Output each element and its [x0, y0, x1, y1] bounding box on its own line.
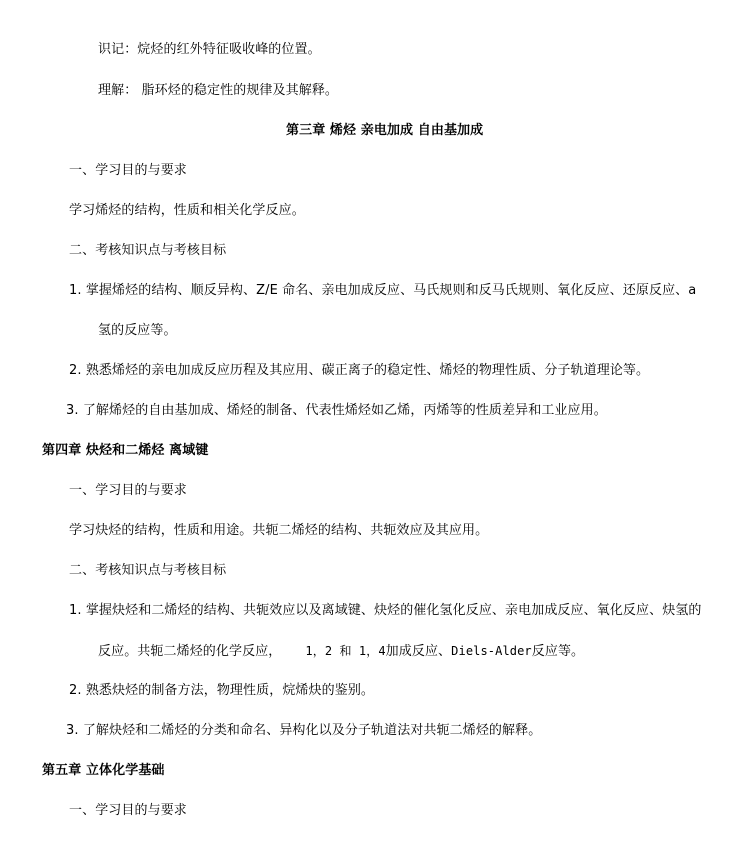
continuation-text: 反应。共轭二烯烃的化学反应， — [98, 644, 282, 659]
diels-alder-term: Diels-Alder — [451, 644, 532, 658]
chapter-5-title: 第五章 立体化学基础 — [42, 763, 165, 778]
list-item-1-continuation — [98, 642, 584, 661]
addition-positions: 1，2 和 1，4 — [305, 644, 386, 658]
section-objectives-heading: 一、学习目的与要求 — [69, 483, 187, 498]
list-item-1-continuation: 氢的反应等。 — [98, 323, 177, 338]
continuation-text: 加成反应、 — [385, 644, 452, 659]
list-item-2: 2. 熟悉烯烃的亲电加成反应历程及其应用、碳正离子的稳定性、烯烃的物理性质、分子轨道理论等。 — [69, 363, 650, 378]
list-item-1: 1. 掌握烯烃的结构、顺反异构、Z/E 命名、亲电加成反应、马氏规则和反马氏规则、氧化反应、还原反应、a — [69, 283, 697, 298]
chapter-3-title: 第三章 烯烃 亲电加成 自由基加成 — [286, 123, 484, 138]
section-knowledge-heading: 二、考核知识点与考核目标 — [69, 563, 227, 578]
text-line-understanding: 理解： 脂环烃的稳定性的规律及其解释。 — [98, 83, 339, 98]
paragraph-text: 学习烯烃的结构，性质和相关化学反应。 — [69, 203, 305, 218]
section-knowledge-heading: 二、考核知识点与考核目标 — [69, 243, 227, 258]
continuation-text: 反应等。 — [531, 644, 585, 659]
chapter-4-title: 第四章 炔烃和二烯烃 离域键 — [42, 443, 209, 458]
list-item-3: 3. 了解炔烃和二烯烃的分类和命名、异构化以及分子轨道法对共轭二烯烃的解释。 — [66, 723, 542, 738]
list-item-1: 1. 掌握炔烃和二烯烃的结构、共轭效应以及离域键、炔烃的催化氢化反应、亲电加成反应、氧化反应、炔氢的 — [69, 603, 702, 618]
text-line-recognition: 识记：烷烃的红外特征吸收峰的位置。 — [98, 42, 321, 57]
section-objectives-heading: 一、学习目的与要求 — [69, 163, 187, 178]
list-item-3: 3. 了解烯烃的自由基加成、烯烃的制备、代表性烯烃如乙烯，丙烯等的性质差异和工业应用。 — [66, 403, 607, 418]
section-objectives-heading: 一、学习目的与要求 — [69, 803, 187, 818]
paragraph-text: 学习炔烃的结构，性质和用途。共轭二烯烃的结构、共轭效应及其应用。 — [69, 523, 489, 538]
list-item-2: 2. 熟悉炔烃的制备方法，物理性质，烷烯炔的鉴别。 — [69, 683, 375, 698]
